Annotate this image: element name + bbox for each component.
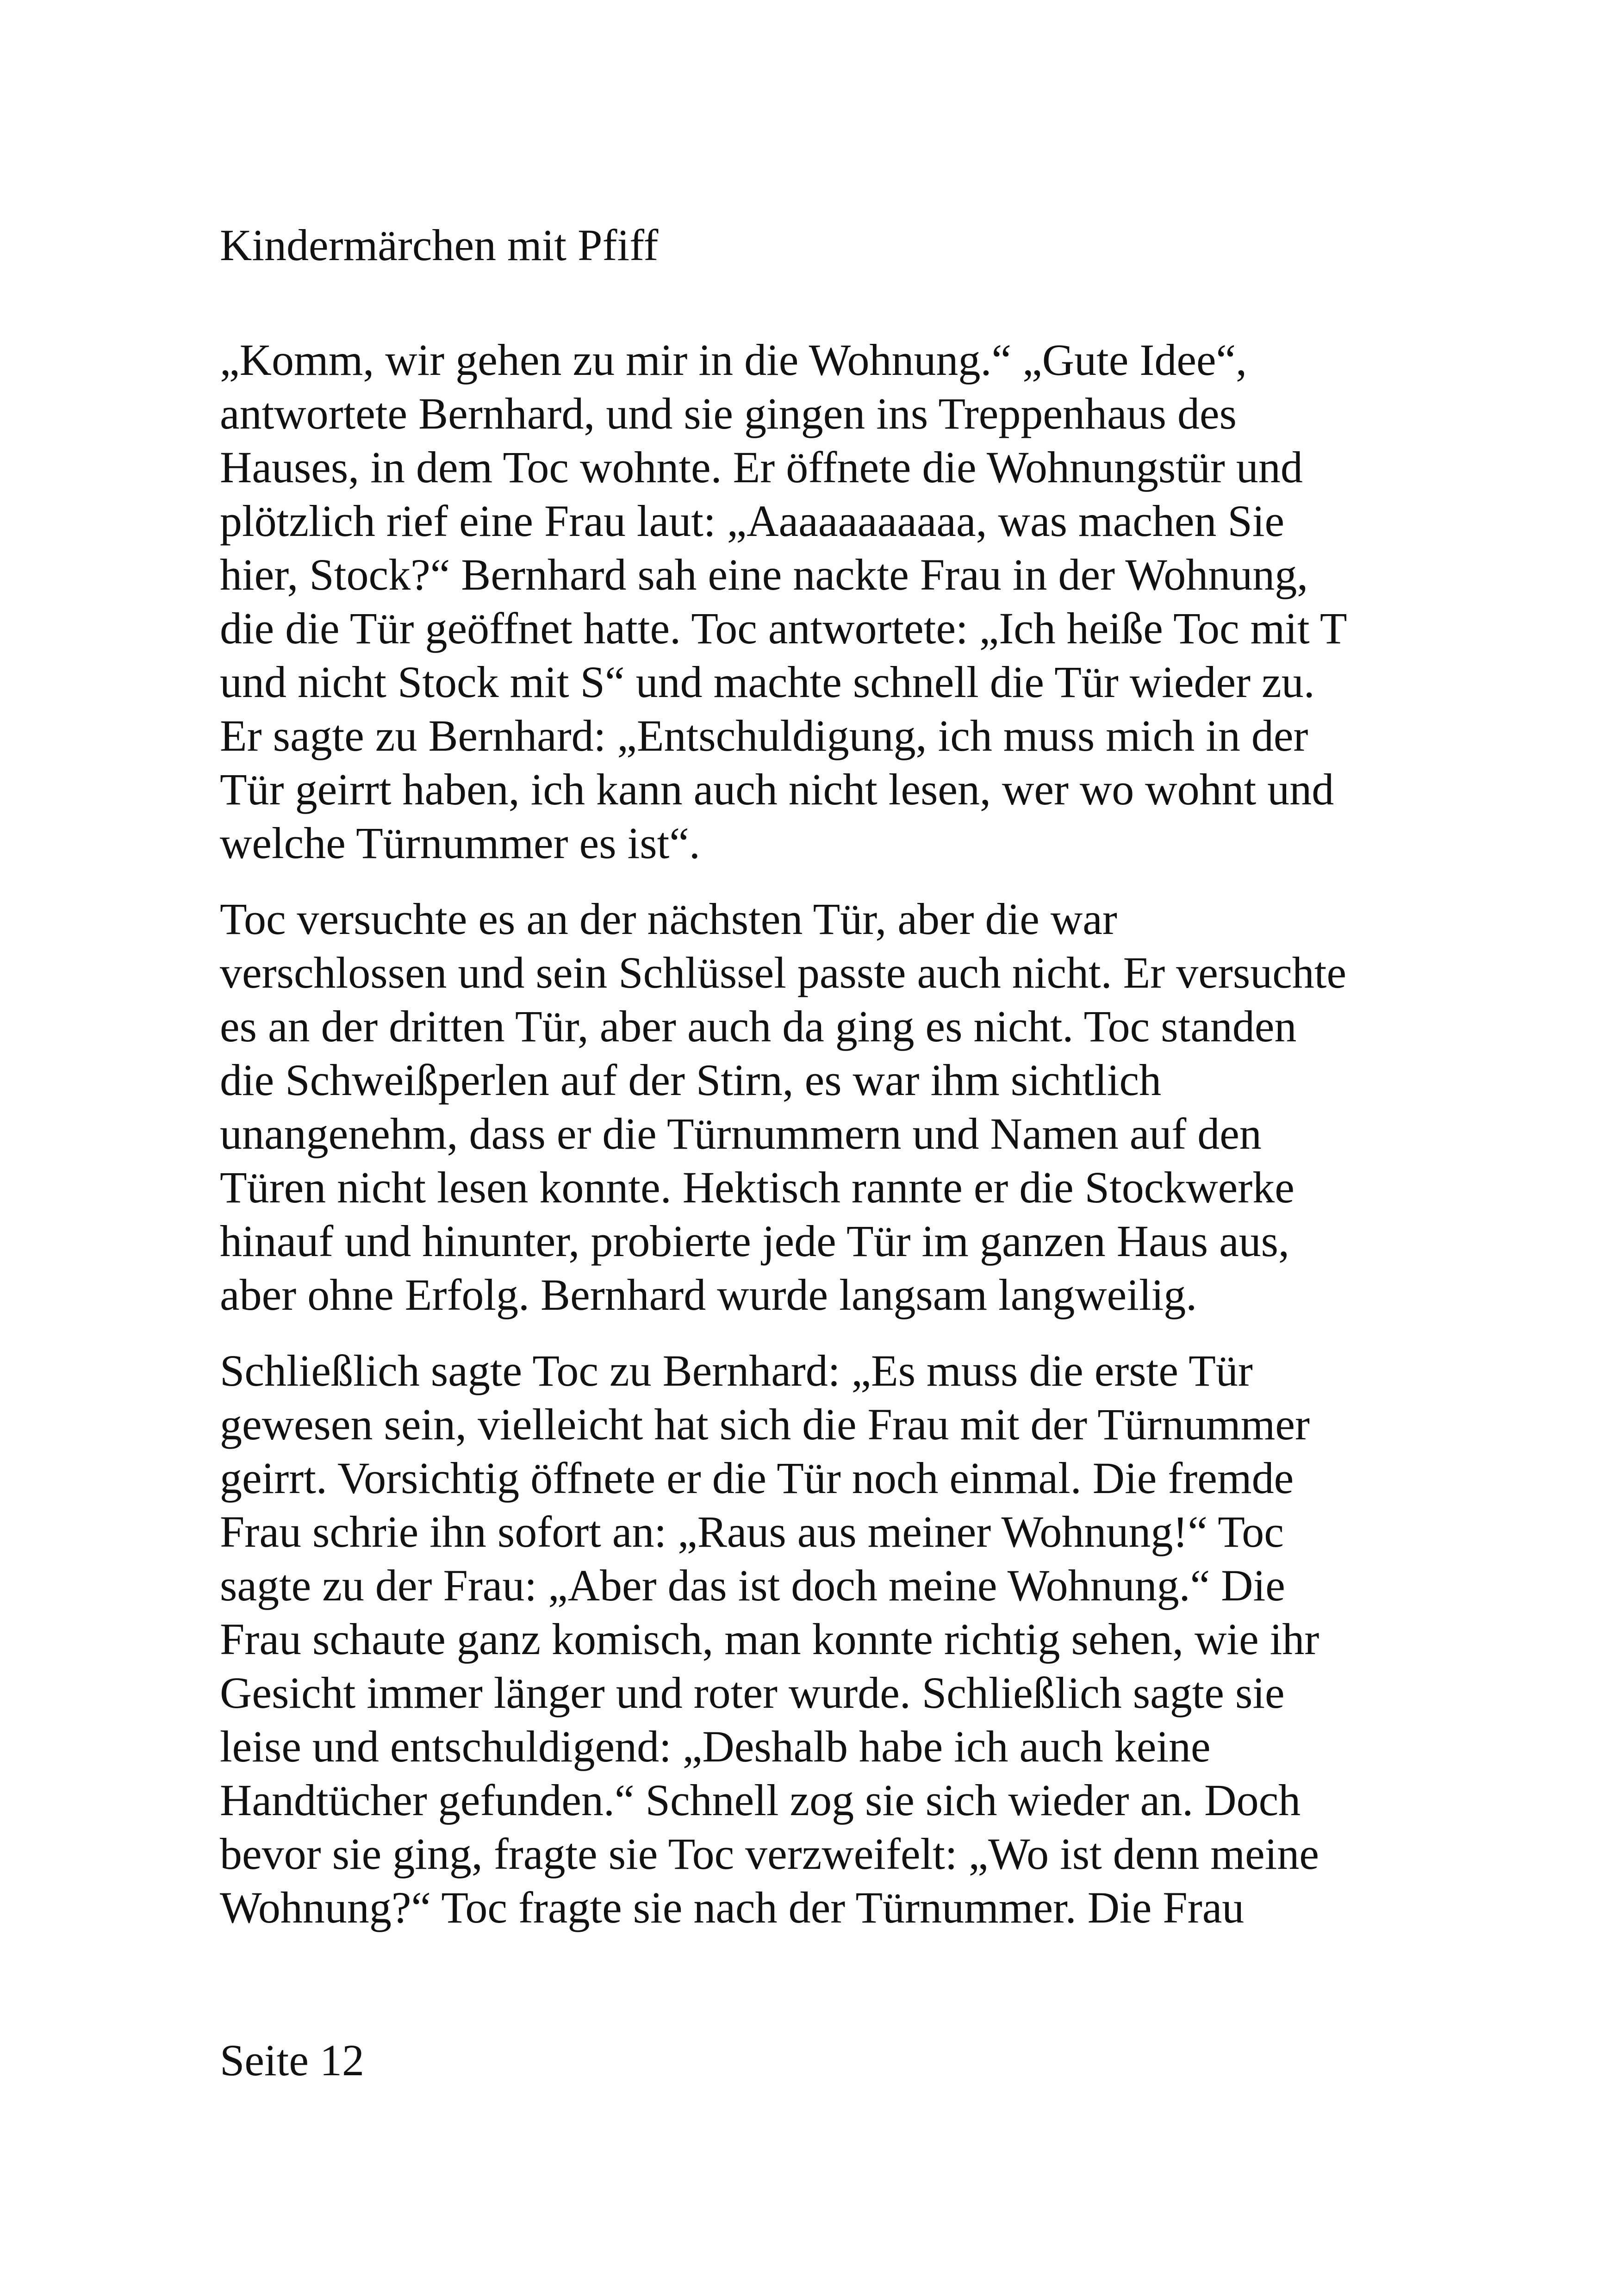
text-line: sagte zu der Frau: „Aber das ist doch meine Wohnung.“ Die bbox=[220, 1561, 1285, 1610]
paragraph-3 bbox=[220, 1344, 1423, 1935]
text-line: Tür geirrt haben, ich kann auch nicht lesen, wer wo wohnt und bbox=[220, 765, 1334, 814]
text-line: Er sagte zu Bernhard: „Entschuldigung, ich muss mich in der bbox=[220, 711, 1308, 760]
text-line: leise und entschuldigend: „Deshalb habe ich auch keine bbox=[220, 1722, 1211, 1771]
text-line: Türen nicht lesen konnte. Hektisch rannte er die Stockwerke bbox=[220, 1163, 1294, 1212]
text-line: Gesicht immer länger und roter wurde. Schließlich sagte sie bbox=[220, 1668, 1285, 1717]
text-line: Frau schaute ganz komisch, man konnte richtig sehen, wie ihr bbox=[220, 1614, 1319, 1664]
text-line: und nicht Stock mit S“ und machte schnell die Tür wieder zu. bbox=[220, 657, 1315, 707]
text-line: hinauf und hinunter, probierte jede Tür im ganzen Haus aus, bbox=[220, 1216, 1290, 1266]
text-line: unangenehm, dass er die Türnummern und Namen auf den bbox=[220, 1109, 1262, 1158]
text-line: verschlossen und sein Schlüssel passte auch nicht. Er versuchte bbox=[220, 948, 1347, 997]
text-line: die die Tür geöffnet hatte. Toc antwortete: „Ich heiße Toc mit T bbox=[220, 604, 1347, 653]
paragraph-2 bbox=[220, 892, 1423, 1322]
body-text bbox=[220, 333, 1423, 1957]
page-number: Seite 12 bbox=[220, 2035, 364, 2085]
text-line: aber ohne Erfolg. Bernhard wurde langsam langweilig. bbox=[220, 1270, 1197, 1319]
text-line: plötzlich rief eine Frau laut: „Aaaaaaaaaaa, was machen Sie bbox=[220, 496, 1285, 546]
paragraph-1 bbox=[220, 333, 1423, 870]
text-line: Toc versuchte es an der nächsten Tür, aber die war bbox=[220, 894, 1117, 944]
text-line: Schließlich sagte Toc zu Bernhard: „Es muss die erste Tür bbox=[220, 1346, 1253, 1395]
text-line: Wohnung?“ Toc fragte sie nach der Türnummer. Die Frau bbox=[220, 1883, 1245, 1932]
text-line: „Komm, wir gehen zu mir in die Wohnung.“ „Gute Idee“, bbox=[220, 335, 1247, 385]
text-line: hier, Stock?“ Bernhard sah eine nackte Frau in der Wohnung, bbox=[220, 550, 1308, 599]
text-line: bevor sie ging, fragte sie Toc verzweifelt: „Wo ist denn meine bbox=[220, 1829, 1319, 1879]
text-line: Handtücher gefunden.“ Schnell zog sie sich wieder an. Doch bbox=[220, 1775, 1301, 1825]
text-line: welche Türnummer es ist“. bbox=[220, 818, 700, 868]
text-line: gewesen sein, vielleicht hat sich die Frau mit der Türnummer bbox=[220, 1400, 1310, 1449]
text-line: Hauses, in dem Toc wohnte. Er öffnete die Wohnungstür und bbox=[220, 442, 1303, 492]
running-header: Kindermärchen mit Pfiff bbox=[220, 220, 659, 270]
text-line: die Schweißperlen auf der Stirn, es war ihm sichtlich bbox=[220, 1055, 1162, 1105]
text-line: es an der dritten Tür, aber auch da ging es nicht. Toc standen bbox=[220, 1002, 1297, 1051]
text-line: antwortete Bernhard, und sie gingen ins Treppenhaus des bbox=[220, 389, 1237, 438]
text-line: geirrt. Vorsichtig öffnete er die Tür noch einmal. Die fremde bbox=[220, 1453, 1294, 1503]
text-line: Frau schrie ihn sofort an: „Raus aus meiner Wohnung!“ Toc bbox=[220, 1507, 1284, 1556]
